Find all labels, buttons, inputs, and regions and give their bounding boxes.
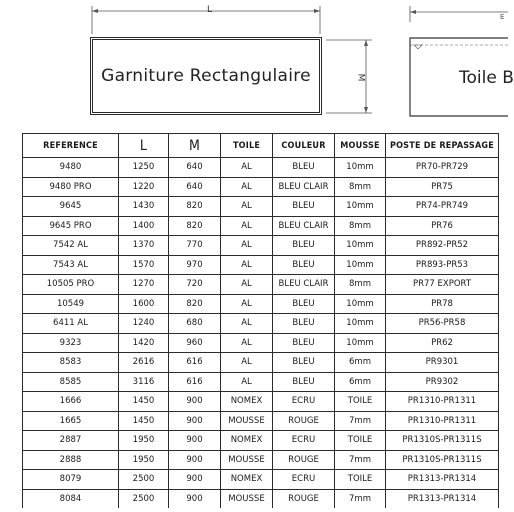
cell-l: 1950 — [119, 450, 169, 470]
cell-reference: 9645 — [23, 197, 119, 217]
cell-mousse: 8mm — [335, 275, 386, 295]
cell-mousse: 10mm — [335, 158, 386, 178]
cell-couleur: ECRU — [273, 392, 335, 412]
cell-m: 820 — [169, 197, 221, 217]
cell-l: 1220 — [119, 177, 169, 197]
cell-couleur: BLEU — [273, 372, 335, 392]
cell-reference: 9323 — [23, 333, 119, 353]
cell-reference: 10549 — [23, 294, 119, 314]
cell-m: 720 — [169, 275, 221, 295]
cell-mousse: 6mm — [335, 372, 386, 392]
cell-poste: PR9301 — [386, 353, 499, 373]
cell-l: 1450 — [119, 411, 169, 431]
technical-drawing — [0, 0, 514, 130]
cell-reference: 9480 — [23, 158, 119, 178]
cell-reference: 7542 AL — [23, 236, 119, 256]
cell-reference: 8585 — [23, 372, 119, 392]
cell-m: 900 — [169, 392, 221, 412]
cell-m: 616 — [169, 372, 221, 392]
table-row — [23, 450, 499, 470]
cell-poste: PR893-PR53 — [386, 255, 499, 275]
cell-poste: PR62 — [386, 333, 499, 353]
table-row — [23, 392, 499, 412]
cell-couleur: ECRU — [273, 431, 335, 451]
cell-couleur: BLEU — [273, 255, 335, 275]
cell-toile: MOUSSE — [221, 450, 273, 470]
cell-poste: PR77 EXPORT — [386, 275, 499, 295]
cell-reference: 2887 — [23, 431, 119, 451]
table-row — [23, 197, 499, 217]
header-mousse: MOUSSE — [335, 134, 386, 158]
cell-couleur: BLEU — [273, 236, 335, 256]
cell-couleur: BLEU — [273, 158, 335, 178]
cell-m: 900 — [169, 450, 221, 470]
cell-toile: AL — [221, 333, 273, 353]
garniture-title-box — [90, 37, 322, 115]
cell-poste: PR1313-PR1314 — [386, 470, 499, 490]
cell-mousse: TOILE — [335, 470, 386, 490]
cell-reference: 2888 — [23, 450, 119, 470]
cell-poste: PR892-PR52 — [386, 236, 499, 256]
table-row — [23, 158, 499, 178]
table-row — [23, 372, 499, 392]
cell-toile: AL — [221, 294, 273, 314]
dimension-l-label: L — [207, 5, 213, 15]
cell-reference: 1665 — [23, 411, 119, 431]
cell-m: 900 — [169, 470, 221, 490]
cell-reference: 6411 AL — [23, 314, 119, 334]
cell-mousse: 7mm — [335, 489, 386, 508]
table-header-row — [23, 134, 499, 158]
cell-l: 1430 — [119, 197, 169, 217]
cell-toile: AL — [221, 275, 273, 295]
header-couleur: COULEUR — [273, 134, 335, 158]
cell-couleur: BLEU CLAIR — [273, 177, 335, 197]
cell-m: 820 — [169, 294, 221, 314]
cell-reference: 7543 AL — [23, 255, 119, 275]
cell-mousse: 8mm — [335, 216, 386, 236]
cell-toile: NOMEX — [221, 470, 273, 490]
cell-couleur: ROUGE — [273, 411, 335, 431]
cell-toile: AL — [221, 158, 273, 178]
table-row — [23, 255, 499, 275]
table-row — [23, 411, 499, 431]
cell-couleur: BLEU — [273, 294, 335, 314]
cell-m: 900 — [169, 489, 221, 508]
cell-toile: AL — [221, 236, 273, 256]
cell-poste: PR1310-PR1311 — [386, 392, 499, 412]
cell-couleur: ROUGE — [273, 489, 335, 508]
cell-reference: 8084 — [23, 489, 119, 508]
cell-toile: MOUSSE — [221, 489, 273, 508]
cell-poste: PR76 — [386, 216, 499, 236]
cell-l: 1400 — [119, 216, 169, 236]
cell-couleur: BLEU — [273, 314, 335, 334]
cell-mousse: 10mm — [335, 333, 386, 353]
cell-couleur: BLEU CLAIR — [273, 216, 335, 236]
cell-couleur: BLEU — [273, 353, 335, 373]
cell-poste: PR70-PR729 — [386, 158, 499, 178]
header-m: M — [169, 134, 221, 158]
cell-l: 2500 — [119, 470, 169, 490]
garniture-title: Garniture Rectangulaire — [101, 66, 311, 86]
cell-reference: 10505 PRO — [23, 275, 119, 295]
cell-l: 1600 — [119, 294, 169, 314]
cell-mousse: 7mm — [335, 450, 386, 470]
cell-poste: PR1313-PR1314 — [386, 489, 499, 508]
cell-mousse: 6mm — [335, 353, 386, 373]
cell-couleur: ROUGE — [273, 450, 335, 470]
cell-poste: PR74-PR749 — [386, 197, 499, 217]
cell-toile: AL — [221, 216, 273, 236]
table-row — [23, 333, 499, 353]
cell-poste: PR9302 — [386, 372, 499, 392]
cell-toile: NOMEX — [221, 431, 273, 451]
cell-toile: AL — [221, 255, 273, 275]
cell-l: 1450 — [119, 392, 169, 412]
header-poste: POSTE DE REPASSAGE — [386, 134, 499, 158]
table-row — [23, 489, 499, 508]
table-row — [23, 236, 499, 256]
cell-couleur: ECRU — [273, 470, 335, 490]
cell-l: 1570 — [119, 255, 169, 275]
cell-m: 900 — [169, 431, 221, 451]
cell-reference: 1666 — [23, 392, 119, 412]
cell-couleur: BLEU — [273, 333, 335, 353]
cell-reference: 8079 — [23, 470, 119, 490]
table-row — [23, 314, 499, 334]
cell-l: 1370 — [119, 236, 169, 256]
cell-l: 3116 — [119, 372, 169, 392]
cell-couleur: BLEU CLAIR — [273, 275, 335, 295]
cell-m: 970 — [169, 255, 221, 275]
cell-couleur: BLEU — [273, 197, 335, 217]
header-reference: REFERENCE — [23, 134, 119, 158]
cell-l: 2616 — [119, 353, 169, 373]
cell-poste: PR1310S-PR1311S — [386, 450, 499, 470]
cell-mousse: 10mm — [335, 294, 386, 314]
cell-mousse: 10mm — [335, 255, 386, 275]
cell-mousse: TOILE — [335, 392, 386, 412]
cell-l: 2500 — [119, 489, 169, 508]
reference-table — [22, 133, 499, 508]
cell-reference: 9480 PRO — [23, 177, 119, 197]
cell-l: 1950 — [119, 431, 169, 451]
cell-m: 680 — [169, 314, 221, 334]
table-row — [23, 353, 499, 373]
cell-toile: AL — [221, 314, 273, 334]
cell-m: 900 — [169, 411, 221, 431]
cell-l: 1270 — [119, 275, 169, 295]
cell-m: 640 — [169, 158, 221, 178]
cell-m: 820 — [169, 216, 221, 236]
cell-toile: AL — [221, 197, 273, 217]
cell-toile: AL — [221, 353, 273, 373]
cell-poste: PR1310S-PR1311S — [386, 431, 499, 451]
header-l: L — [119, 134, 169, 158]
table-row — [23, 431, 499, 451]
cell-mousse: 7mm — [335, 411, 386, 431]
cell-m: 640 — [169, 177, 221, 197]
cell-mousse: TOILE — [335, 431, 386, 451]
table-row — [23, 275, 499, 295]
cell-mousse: 10mm — [335, 236, 386, 256]
cell-m: 960 — [169, 333, 221, 353]
table-row — [23, 294, 499, 314]
cell-l: 1420 — [119, 333, 169, 353]
cell-toile: AL — [221, 372, 273, 392]
cell-reference: 9645 PRO — [23, 216, 119, 236]
cell-toile: MOUSSE — [221, 411, 273, 431]
table-row — [23, 216, 499, 236]
header-toile: TOILE — [221, 134, 273, 158]
cell-poste: PR75 — [386, 177, 499, 197]
cell-toile: AL — [221, 177, 273, 197]
table-row — [23, 177, 499, 197]
cell-poste: PR1310-PR1311 — [386, 411, 499, 431]
cell-l: 1240 — [119, 314, 169, 334]
cell-l: 1250 — [119, 158, 169, 178]
cell-poste: PR78 — [386, 294, 499, 314]
cell-mousse: 10mm — [335, 314, 386, 334]
table-row — [23, 470, 499, 490]
cell-toile: NOMEX — [221, 392, 273, 412]
cell-m: 770 — [169, 236, 221, 256]
cell-mousse: 10mm — [335, 197, 386, 217]
cell-poste: PR56-PR58 — [386, 314, 499, 334]
cell-reference: 8583 — [23, 353, 119, 373]
svg-text:E: E — [500, 13, 505, 21]
cell-m: 616 — [169, 353, 221, 373]
dimension-m-label: M — [355, 73, 366, 82]
toile-title: Toile B — [459, 68, 514, 88]
cell-mousse: 8mm — [335, 177, 386, 197]
